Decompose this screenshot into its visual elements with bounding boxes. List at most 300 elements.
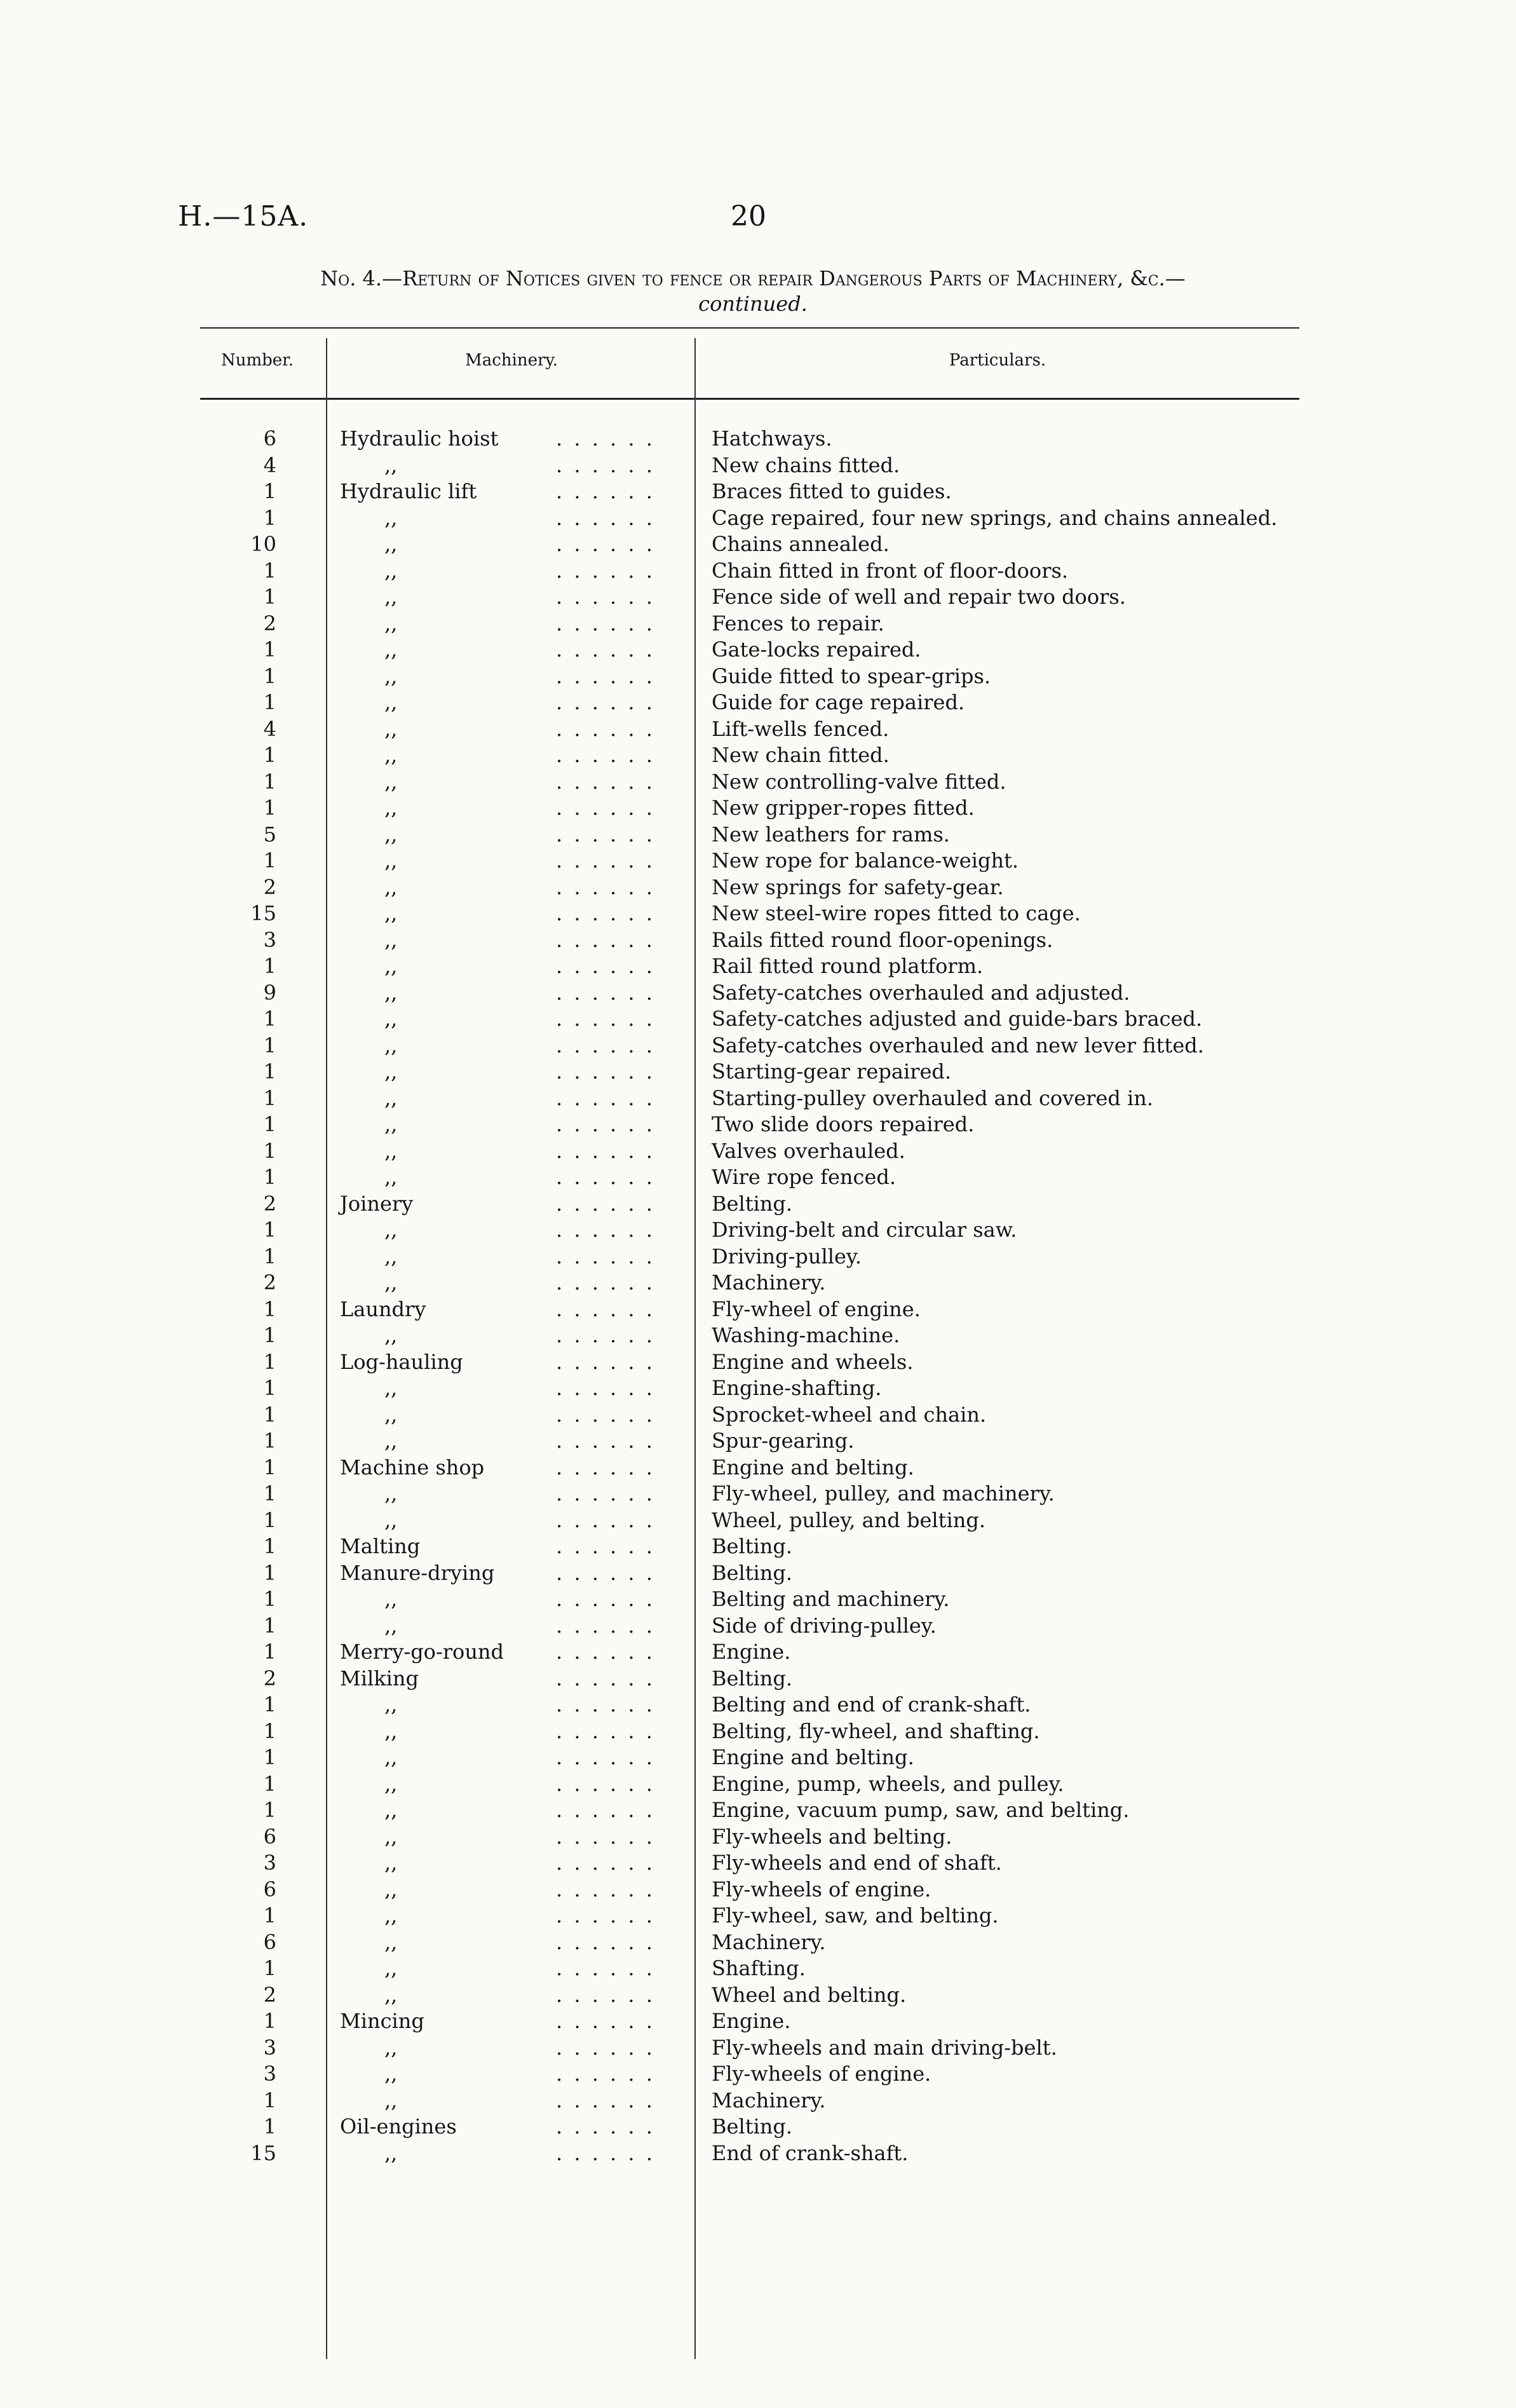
leader-dots: . . . . . .	[556, 1824, 655, 1849]
row-particulars: New gripper-ropes fitted.	[712, 796, 975, 820]
row-machinery: ,,	[384, 558, 398, 583]
row-particulars: New controlling-valve fitted.	[712, 769, 1006, 794]
row-particulars: Hatchways.	[712, 426, 832, 451]
leader-dots: . . . . . .	[556, 2140, 655, 2165]
row-particulars: Belting and end of crank-shaft.	[712, 1692, 1031, 1717]
leader-dots: . . . . . .	[556, 2088, 655, 2112]
row-number: 1	[263, 1560, 276, 1585]
leader-dots: . . . . . .	[556, 1033, 655, 1058]
row-machinery: ,,	[384, 874, 398, 899]
leader-dots: . . . . . .	[556, 1798, 655, 1822]
table-row	[200, 1666, 1299, 1692]
row-machinery: ,,	[384, 1745, 398, 1769]
table-row	[200, 953, 1299, 980]
row-machinery: Machine shop	[340, 1455, 485, 1479]
leader-dots: . . . . . .	[556, 1481, 655, 1506]
row-number: 1	[263, 1033, 276, 1058]
row-number: 1	[263, 848, 276, 873]
table-row	[200, 1455, 1299, 1481]
row-number: 15	[250, 2140, 276, 2165]
row-machinery: ,,	[384, 1481, 398, 1506]
row-number: 1	[263, 1771, 276, 1796]
row-number: 4	[263, 452, 276, 477]
table-row	[200, 1560, 1299, 1587]
table-row	[200, 1639, 1299, 1666]
row-machinery: ,,	[384, 848, 398, 873]
row-particulars: Lift-wells fenced.	[712, 716, 890, 741]
table-row	[200, 1296, 1299, 1323]
table-row	[200, 690, 1299, 716]
table-row	[200, 769, 1299, 796]
leader-dots: . . . . . .	[556, 1112, 655, 1136]
table-row	[200, 1428, 1299, 1455]
leader-dots: . . . . . .	[556, 1507, 655, 1532]
table-row	[200, 1929, 1299, 1956]
row-particulars: Wire rope fenced.	[712, 1165, 897, 1189]
table-row	[200, 663, 1299, 690]
table-row	[200, 1270, 1299, 1296]
row-number: 1	[263, 690, 276, 714]
row-number: 1	[263, 1534, 276, 1558]
row-particulars: Engine and wheels.	[712, 1349, 914, 1374]
row-number: 1	[263, 1956, 276, 1980]
leader-dots: . . . . . .	[556, 874, 655, 899]
row-particulars: Fly-wheels of engine.	[712, 1877, 931, 1901]
row-number: 1	[263, 1112, 276, 1136]
row-machinery: ,,	[384, 743, 398, 767]
row-machinery: Oil-engines	[340, 2114, 457, 2139]
leader-dots: . . . . . .	[556, 822, 655, 847]
leader-dots: . . . . . .	[556, 1296, 655, 1321]
row-particulars: Safety-catches overhauled and new lever fitted.	[712, 1033, 1204, 1058]
leader-dots: . . . . . .	[556, 927, 655, 952]
row-particulars: Belting, fly-wheel, and shafting.	[712, 1718, 1040, 1743]
row-number: 1	[263, 1718, 276, 1743]
leader-dots: . . . . . .	[556, 1718, 655, 1743]
table-row	[200, 531, 1299, 558]
row-machinery: Hydraulic hoist	[340, 426, 499, 451]
row-number: 1	[263, 1507, 276, 1532]
row-particulars: Fly-wheels and main driving-belt.	[712, 2035, 1057, 2060]
row-number: 1	[263, 1165, 276, 1189]
table-row	[200, 1586, 1299, 1613]
row-number: 2	[263, 1982, 276, 2007]
column-headers	[200, 337, 1299, 397]
table-row	[200, 1771, 1299, 1798]
leader-dots: . . . . . .	[556, 716, 655, 741]
table-row	[200, 558, 1299, 585]
leader-dots: . . . . . .	[556, 1587, 655, 1611]
row-particulars: Braces fitted to guides.	[712, 479, 952, 503]
row-machinery: Joinery	[340, 1191, 414, 1216]
row-machinery: ,,	[384, 716, 398, 741]
table-row	[200, 1718, 1299, 1745]
row-particulars: Chain fitted in front of floor-doors.	[712, 558, 1069, 583]
row-particulars: Cage repaired, four new springs, and chains annealed.	[712, 505, 1278, 530]
row-number: 1	[263, 1376, 276, 1400]
table-row	[200, 2140, 1299, 2167]
leader-dots: . . . . . .	[556, 1745, 655, 1769]
row-particulars: Fly-wheel, saw, and belting.	[712, 1903, 999, 1928]
leader-dots: . . . . . .	[556, 1929, 655, 1954]
row-particulars: Starting-pulley overhauled and covered in.	[712, 1085, 1154, 1110]
row-machinery: ,,	[384, 690, 398, 714]
row-number: 1	[263, 954, 276, 978]
row-particulars: Engine.	[712, 2009, 791, 2033]
table-row	[200, 2088, 1299, 2114]
table-row	[200, 795, 1299, 822]
row-number: 2	[263, 1191, 276, 1216]
row-particulars: Chains annealed.	[712, 532, 890, 556]
row-number: 1	[263, 558, 276, 583]
row-machinery: ,,	[384, 1851, 398, 1875]
leader-dots: . . . . . .	[556, 2035, 655, 2060]
row-machinery: ,,	[384, 1244, 398, 1269]
column-header-number: Number.	[220, 351, 294, 370]
page-number: 20	[731, 200, 766, 233]
row-particulars: Fly-wheels of engine.	[712, 2062, 931, 2086]
row-machinery: ,,	[384, 1270, 398, 1295]
row-number: 6	[263, 1824, 276, 1849]
row-machinery: ,,	[384, 1718, 398, 1743]
leader-dots: . . . . . .	[556, 1640, 655, 1664]
leader-dots: . . . . . .	[556, 1455, 655, 1479]
row-machinery: ,,	[384, 927, 398, 952]
table-row	[200, 1244, 1299, 1270]
row-machinery: ,,	[384, 1613, 398, 1638]
row-machinery: ,,	[384, 2062, 398, 2086]
row-particulars: Two slide doors repaired.	[712, 1112, 975, 1136]
row-machinery: ,,	[384, 1587, 398, 1611]
row-machinery: ,,	[384, 901, 398, 925]
row-number: 1	[263, 585, 276, 609]
table-row	[200, 1085, 1299, 1112]
document-reference: H.—15A.	[178, 200, 309, 233]
row-particulars: Fence side of well and repair two doors.	[712, 585, 1126, 609]
table-row	[200, 479, 1299, 505]
table-row	[200, 1534, 1299, 1560]
row-particulars: Side of driving-pulley.	[712, 1613, 937, 1638]
row-machinery: ,,	[384, 611, 398, 636]
leader-dots: . . . . . .	[556, 1085, 655, 1110]
table-row	[200, 848, 1299, 874]
leader-dots: . . . . . .	[556, 1218, 655, 1242]
leader-dots: . . . . . .	[556, 690, 655, 714]
leader-dots: . . . . . .	[556, 2062, 655, 2086]
leader-dots: . . . . . .	[556, 848, 655, 873]
row-particulars: Washing-machine.	[712, 1323, 900, 1347]
row-number: 1	[263, 1085, 276, 1110]
table-row	[200, 1323, 1299, 1349]
row-machinery: ,,	[384, 1085, 398, 1110]
row-number: 2	[263, 874, 276, 899]
table-row	[200, 822, 1299, 848]
table-row	[200, 1112, 1299, 1138]
row-machinery: ,,	[384, 1929, 398, 1954]
row-particulars: Guide fitted to spear-grips.	[712, 663, 991, 688]
row-particulars: Sprocket-wheel and chain.	[712, 1402, 987, 1427]
leader-dots: . . . . . .	[556, 901, 655, 925]
row-number: 1	[263, 1349, 276, 1374]
row-number: 6	[263, 1877, 276, 1901]
row-machinery: ,,	[384, 452, 398, 477]
table-row	[200, 1877, 1299, 1903]
row-particulars: New springs for safety-gear.	[712, 874, 1004, 899]
leader-dots: . . . . . .	[556, 637, 655, 662]
row-number: 1	[263, 1402, 276, 1427]
row-particulars: Shafting.	[712, 1956, 806, 1980]
table-row	[200, 1349, 1299, 1376]
row-machinery: Malting	[340, 1534, 421, 1558]
row-machinery: ,,	[384, 1323, 398, 1347]
table-row	[200, 2035, 1299, 2062]
row-particulars: Fences to repair.	[712, 611, 884, 636]
row-number: 1	[263, 1587, 276, 1611]
table-row	[200, 2114, 1299, 2140]
row-number: 1	[263, 1481, 276, 1506]
leader-dots: . . . . . .	[556, 2009, 655, 2033]
leader-dots: . . . . . .	[556, 1191, 655, 1216]
row-particulars: Engine and belting.	[712, 1455, 914, 1479]
row-number: 1	[263, 1138, 276, 1163]
table-row	[200, 1850, 1299, 1877]
row-number: 1	[263, 505, 276, 530]
table-row	[200, 1059, 1299, 1085]
row-number: 3	[263, 2035, 276, 2060]
page-header	[178, 200, 1303, 238]
leader-dots: . . . . . .	[556, 1059, 655, 1084]
table-row	[200, 1982, 1299, 2009]
row-particulars: Belting.	[712, 1534, 793, 1558]
row-particulars: Belting.	[712, 2114, 793, 2139]
table-row	[200, 1903, 1299, 1929]
row-particulars: Belting.	[712, 1666, 793, 1690]
table-row	[200, 716, 1299, 743]
row-particulars: Engine.	[712, 1640, 791, 1664]
leader-dots: . . . . . .	[556, 2114, 655, 2139]
row-machinery: ,,	[384, 1429, 398, 1453]
leader-dots: . . . . . .	[556, 1771, 655, 1796]
row-machinery: ,,	[384, 2088, 398, 2112]
row-particulars: Machinery.	[712, 1929, 826, 1954]
row-number: 1	[263, 1007, 276, 1031]
row-machinery: ,,	[384, 1877, 398, 1901]
leader-dots: . . . . . .	[556, 1165, 655, 1189]
row-particulars: Starting-gear repaired.	[712, 1059, 952, 1084]
row-number: 3	[263, 927, 276, 952]
leader-dots: . . . . . .	[556, 479, 655, 503]
leader-dots: . . . . . .	[556, 1138, 655, 1163]
header-rule	[200, 398, 1299, 400]
table-row	[200, 1745, 1299, 1771]
row-number: 10	[250, 532, 276, 556]
leader-dots: . . . . . .	[556, 769, 655, 794]
row-particulars: New chain fitted.	[712, 743, 890, 767]
row-number: 1	[263, 479, 276, 503]
row-particulars: Gate-locks repaired.	[712, 637, 921, 662]
leader-dots: . . . . . .	[556, 1851, 655, 1875]
row-machinery: ,,	[384, 769, 398, 794]
leader-dots: . . . . . .	[556, 1982, 655, 2007]
row-machinery: ,,	[384, 1376, 398, 1400]
column-header-particulars: Particulars.	[949, 351, 1046, 370]
row-machinery: ,,	[384, 1138, 398, 1163]
row-number: 2	[263, 611, 276, 636]
table-row	[200, 1006, 1299, 1033]
table-title	[197, 266, 1309, 316]
row-particulars: Fly-wheels and belting.	[712, 1824, 952, 1849]
row-particulars: Wheel, pulley, and belting.	[712, 1507, 985, 1532]
row-particulars: Rail fitted round platform.	[712, 954, 984, 978]
leader-dots: . . . . . .	[556, 980, 655, 1005]
row-number: 3	[263, 2062, 276, 2086]
row-number: 1	[263, 1745, 276, 1769]
table-row	[200, 1375, 1299, 1402]
row-number: 1	[263, 1323, 276, 1347]
row-machinery: ,,	[384, 1033, 398, 1058]
row-machinery: ,,	[384, 585, 398, 609]
row-particulars: Machinery.	[712, 2088, 826, 2112]
row-number: 4	[263, 716, 276, 741]
row-machinery: ,,	[384, 2140, 398, 2165]
row-machinery: Laundry	[340, 1296, 426, 1321]
row-machinery: ,,	[384, 980, 398, 1005]
leader-dots: . . . . . .	[556, 1613, 655, 1638]
row-number: 1	[263, 1903, 276, 1928]
row-particulars: Engine, vacuum pump, saw, and belting.	[712, 1798, 1130, 1822]
table-row	[200, 1217, 1299, 1244]
table-row	[200, 1613, 1299, 1640]
table-row	[200, 1507, 1299, 1534]
leader-dots: . . . . . .	[556, 796, 655, 820]
row-number: 9	[263, 980, 276, 1005]
row-number: 1	[263, 1244, 276, 1269]
row-machinery: Milking	[340, 1666, 419, 1690]
row-particulars: Machinery.	[712, 1270, 826, 1295]
row-number: 1	[263, 1798, 276, 1822]
table-row	[200, 452, 1299, 479]
leader-dots: . . . . . .	[556, 426, 655, 451]
leader-dots: . . . . . .	[556, 1429, 655, 1453]
row-particulars: Fly-wheels and end of shaft.	[712, 1851, 1002, 1875]
leader-dots: . . . . . .	[556, 743, 655, 767]
row-particulars: Guide for cage repaired.	[712, 690, 965, 714]
table-row	[200, 1033, 1299, 1059]
row-number: 2	[263, 1270, 276, 1295]
row-machinery: ,,	[384, 1824, 398, 1849]
row-number: 6	[263, 1929, 276, 1954]
table-row	[200, 1191, 1299, 1218]
row-number: 2	[263, 1666, 276, 1690]
leader-dots: . . . . . .	[556, 1903, 655, 1928]
row-machinery: ,,	[384, 1798, 398, 1822]
row-machinery: ,,	[384, 1007, 398, 1031]
row-number: 6	[263, 426, 276, 451]
row-number: 1	[263, 663, 276, 688]
row-machinery: ,,	[384, 822, 398, 847]
row-machinery: ,,	[384, 954, 398, 978]
row-particulars: Safety-catches adjusted and guide-bars braced.	[712, 1007, 1203, 1031]
row-particulars: New leathers for rams.	[712, 822, 950, 847]
row-number: 1	[263, 2009, 276, 2033]
row-particulars: Wheel and belting.	[712, 1982, 907, 2007]
row-number: 1	[263, 1218, 276, 1242]
row-number: 1	[263, 1613, 276, 1638]
row-machinery: ,,	[384, 796, 398, 820]
table-body	[200, 426, 1299, 2167]
leader-dots: . . . . . .	[556, 1956, 655, 1980]
row-particulars: End of crank-shaft.	[712, 2140, 909, 2165]
table-row	[200, 980, 1299, 1007]
table-row	[200, 584, 1299, 611]
row-machinery: ,,	[384, 1059, 398, 1084]
row-number: 1	[263, 1692, 276, 1717]
row-number: 1	[263, 2088, 276, 2112]
leader-dots: . . . . . .	[556, 585, 655, 609]
table-row	[200, 1402, 1299, 1429]
leader-dots: . . . . . .	[556, 1692, 655, 1717]
top-rule	[200, 327, 1299, 329]
row-machinery: ,,	[384, 1218, 398, 1242]
row-number: 1	[263, 1296, 276, 1321]
row-machinery: Mincing	[340, 2009, 424, 2033]
leader-dots: . . . . . .	[556, 1349, 655, 1374]
row-number: 5	[263, 822, 276, 847]
row-number: 1	[263, 1059, 276, 1084]
leader-dots: . . . . . .	[556, 1270, 655, 1295]
table-row	[200, 874, 1299, 901]
row-number: 1	[263, 1455, 276, 1479]
leader-dots: . . . . . .	[556, 532, 655, 556]
row-number: 1	[263, 1640, 276, 1664]
row-number: 3	[263, 1851, 276, 1875]
row-particulars: Rails fitted round floor-openings.	[712, 927, 1053, 952]
table-row	[200, 2061, 1299, 2088]
row-machinery: ,,	[384, 2035, 398, 2060]
row-particulars: Engine-shafting.	[712, 1376, 882, 1400]
table-row	[200, 1138, 1299, 1165]
row-machinery: ,,	[384, 1956, 398, 1980]
table-row	[200, 927, 1299, 954]
leader-dots: . . . . . .	[556, 1560, 655, 1585]
leader-dots: . . . . . .	[556, 1877, 655, 1901]
leader-dots: . . . . . .	[556, 663, 655, 688]
row-particulars: Belting.	[712, 1191, 793, 1216]
table-row	[200, 1797, 1299, 1824]
table-row	[200, 742, 1299, 769]
row-particulars: Fly-wheel of engine.	[712, 1296, 921, 1321]
leader-dots: . . . . . .	[556, 1007, 655, 1031]
row-number: 1	[263, 1429, 276, 1453]
table-row	[200, 637, 1299, 663]
row-number: 1	[263, 769, 276, 794]
row-number: 1	[263, 796, 276, 820]
row-machinery: ,,	[384, 1771, 398, 1796]
row-particulars: New chains fitted.	[712, 452, 900, 477]
leader-dots: . . . . . .	[556, 1323, 655, 1347]
row-particulars: Fly-wheel, pulley, and machinery.	[712, 1481, 1055, 1506]
leader-dots: . . . . . .	[556, 505, 655, 530]
leader-dots: . . . . . .	[556, 954, 655, 978]
row-machinery: ,,	[384, 1692, 398, 1717]
row-particulars: Driving-pulley.	[712, 1244, 862, 1269]
table-row	[200, 2008, 1299, 2035]
row-particulars: Belting and machinery.	[712, 1587, 950, 1611]
leader-dots: . . . . . .	[556, 1402, 655, 1427]
row-machinery: ,,	[384, 1402, 398, 1427]
row-particulars: Belting.	[712, 1560, 793, 1585]
row-particulars: Engine and belting.	[712, 1745, 914, 1769]
